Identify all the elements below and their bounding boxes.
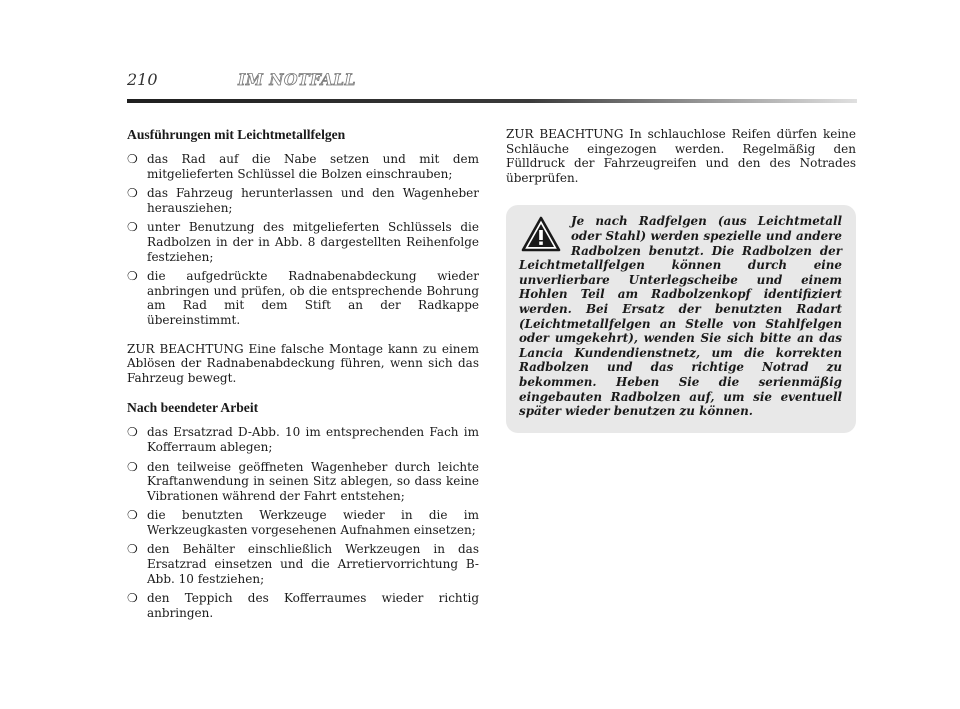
bullet-icon: ❍ <box>127 508 138 523</box>
alloy-steps-list <box>127 152 479 328</box>
bullet-icon: ❍ <box>127 425 138 440</box>
bullet-icon: ❍ <box>127 459 138 474</box>
section-title: IM NOTFALL <box>238 70 356 89</box>
list-item: ❍ das Rad auf die Nabe setzen und mit dem mitgelieferten Schlüssel die Bolzen einschrauben; <box>127 152 479 181</box>
bullet-icon: ❍ <box>127 152 138 166</box>
list-item: ❍ den teilweise geöffneten Wagenheber durch leichte Kraftanwendung in seinen Sitz ablegen, so dass keine Vibrationen während der Fahrt entstehen; <box>127 459 479 503</box>
note-hubcap: ZUR BEACHTUNG Eine falsche Montage kann zu einem Ablösen der Radnabenabdeckung führen, wenn sich das Fahrzeug bewegt. <box>127 341 479 385</box>
right-column <box>506 127 856 433</box>
warning-text: Je nach Radfelgen (aus Leichtmetall oder Stahl) werden spezielle und andere Radbolzen benutzt. Die Radbolzen der Leichtmetallfelgen können durch eine unverlierbare Unterlegscheibe und einem Hohlen Teil am Radbolzenkopf identifiziert werden. Bei Ersatz der benutzten Radart (Leichtmetallfelgen an Stelle von Stahlfelgen oder umgekehrt), wenden Sie sich bitte an das Lancia Kundendienstnetz, um die korrekten Radbolzen und das richtige Notrad zu bekommen. Heben Sie die serienmäßig eingebauten Radbolzen auf, um sie eventuell später wieder benutzen zu können. <box>519 214 842 419</box>
warning-triangle-icon <box>521 216 561 252</box>
page-number: 210 <box>127 70 158 89</box>
list-item: ❍ die benutzten Werkzeuge wieder in die im Werkzeugkasten vorgesehenen Aufnahmen einsetzen; <box>127 508 479 537</box>
bullet-icon: ❍ <box>127 591 138 606</box>
header-rule <box>127 99 857 103</box>
heading-alloy-rims: Ausführungen mit Leichtmetallfelgen <box>127 127 346 142</box>
list-item: ❍ das Fahrzeug herunterlassen und den Wagenheber herausziehen; <box>127 186 479 215</box>
bullet-icon: ❍ <box>127 269 138 284</box>
warning-box <box>506 205 856 432</box>
bullet-icon: ❍ <box>127 186 138 201</box>
list-item: ❍ den Teppich des Kofferraumes wieder richtig anbringen. <box>127 591 479 620</box>
list-item: ❍ das Ersatzrad D-Abb. 10 im entsprechenden Fach im Kofferraum ablegen; <box>127 425 479 454</box>
list-item: ❍ unter Benutzung des mitgelieferten Schlüssels die Radbolzen in der in Abb. 8 dargestellten Reihenfolge festziehen; <box>127 220 479 264</box>
bullet-icon: ❍ <box>127 542 138 557</box>
bullet-icon: ❍ <box>127 220 138 235</box>
list-item: ❍ den Behälter einschließlich Werkzeugen in das Ersatzrad einsetzen und die Arretiervorrichtung B-Abb. 10 festziehen; <box>127 542 479 586</box>
list-item: ❍ die aufgedrückte Radnabenabdeckung wieder anbringen und prüfen, ob die entsprechende Bohrung am Rad mit dem Stift an der Radkappe übereinstimmt. <box>127 269 479 327</box>
after-work-list <box>127 425 479 620</box>
heading-after-work: Nach beendeter Arbeit <box>127 400 259 416</box>
left-column <box>127 127 479 625</box>
note-tubeless: ZUR BEACHTUNG In schlauchlose Reifen dürfen keine Schläuche eingezogen werden. Regelmäßig den Fülldruck der Fahrzeugreifen und den des Notrades überprüfen. <box>506 127 856 185</box>
